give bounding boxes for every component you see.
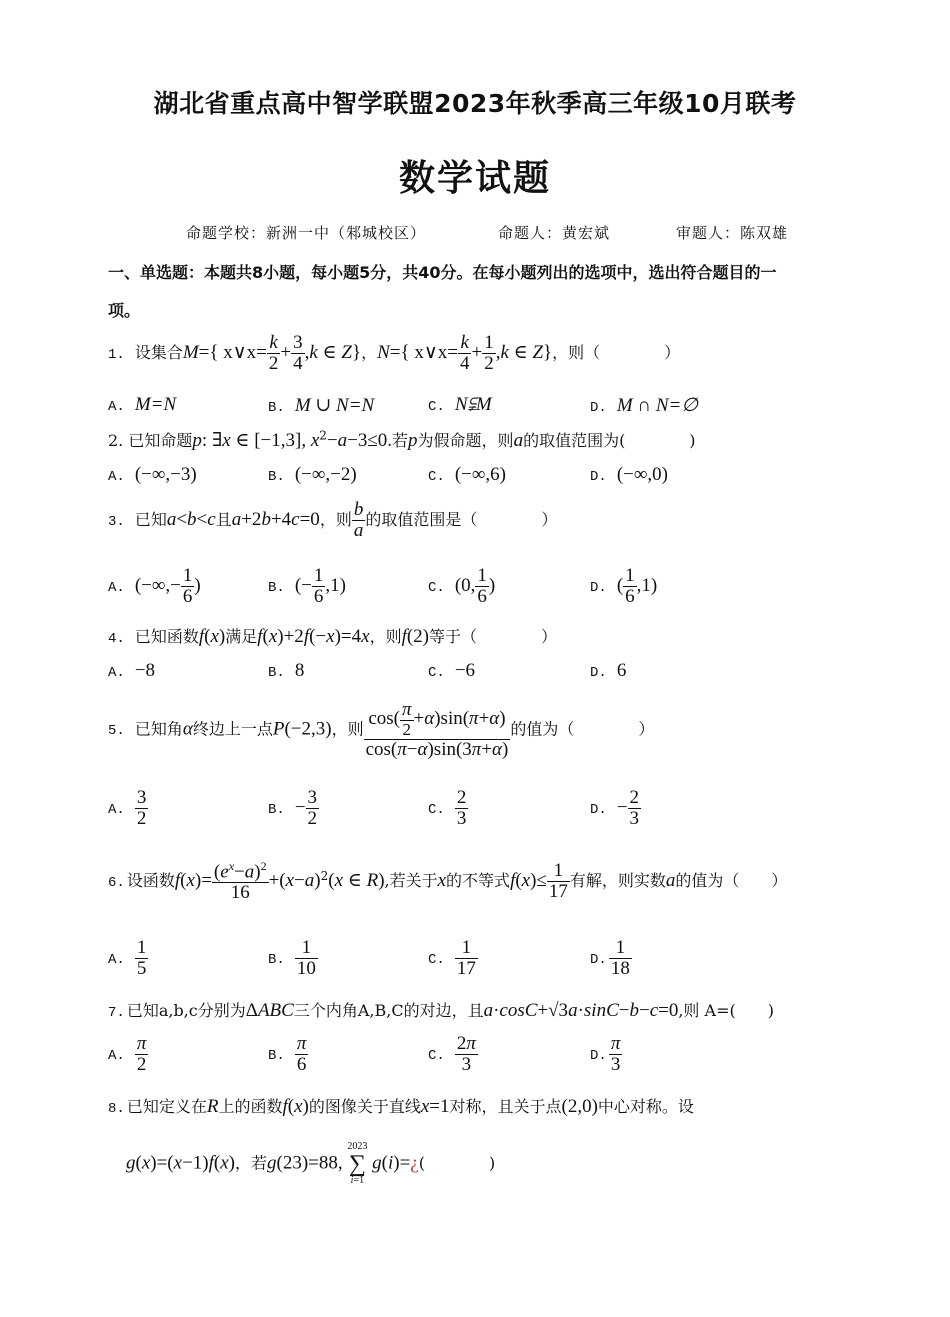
section-instructions-line2: 项。 (108, 301, 141, 320)
q4-option-a: A. −8 (108, 660, 156, 681)
section-instructions-line1: 一、单选题：本题共8小题，每小题5分，共40分。在每小题列出的选项中，选出符合题目的一 (108, 263, 777, 282)
question-4: 4. 已知函数f(x)满足f(x)+2f(−x)=4x，则f(2)等于（ ） (108, 626, 558, 647)
q3-option-b: B. (− $\frac{1}{6}$ ,1) (268, 565, 346, 607)
q1-option-a: A. M=N (108, 394, 177, 415)
q4-option-b: B. 8 (268, 660, 305, 681)
question-3: 3. 已知a<b<c且a+2b+4c=0，则 $\frac{b}{a}$ 的取值范围是（ ） (108, 499, 558, 541)
q7-option-b: B. $\frac{\pi}{6}$ (268, 1033, 307, 1075)
q3-option-c: C. (0, $\frac{1}{6}$ ) (428, 565, 496, 607)
question-6: 6. 设函数f(x)= $\frac{(e^x-a)^2}{16}$ $+(x-a)^2(x$ ∈ R),若关于x的不等式f(x)≤ $\frac{1}{17}$ 有解，则实数a的值为（ ） (108, 859, 788, 904)
q1-option-d: D. M ∩ N=∅ (590, 395, 698, 416)
q6-option-b: B. $\frac{1}{10}$ (268, 937, 316, 979)
q5-option-d: D. − $\frac{2}{3}$ (590, 787, 640, 829)
question-7: 7. 已知a,b,c分别为ΔABC三个内角A,B,C的对边，且a·cosC+√3a·sinC−b−c=0,则 A=( ) (108, 1000, 774, 1021)
school-label: 命题学校：新洲一中（邾城校区） (186, 224, 427, 242)
q3-option-a: A. (−∞,− $\frac{1}{6}$ ) (108, 565, 201, 607)
q2-option-d: D. (−∞,0) (590, 464, 668, 485)
q3-option-d: D. ( $\frac{1}{6}$ ,1) (590, 565, 658, 607)
reviewer-label: 审题人：陈双雄 (676, 224, 789, 242)
q2-option-c: C. (−∞,6) (428, 464, 506, 485)
q2-option-b: B. (−∞,−2) (268, 464, 357, 485)
question-2: 2. 已知命题p: ∃x ∈ [−1,3], $x^2-a-3\le 0$.若p为假命题，则a的取值范围为( ) (108, 428, 696, 451)
question-1: 1. 设集合M={ x∨x= $\frac{k}{2}$ + $\frac{3}{4}$ ,k ∈ Z}，N={ x∨x= $\frac{k}{4}$ + $\frac{1}{2}$ ,k ∈ Z}，则（ ） (108, 332, 681, 374)
q5-option-a: A. $\frac{3}{2}$ (108, 787, 147, 829)
q7-option-d: D. $\frac{\pi}{3}$ (590, 1033, 621, 1075)
question-5: 5. 已知角α终边上一点P(−2,3)，则 cos( $\frac{\pi}{2}$ +α)sin(π+α) cos(π−α)sin(3π+α) 的值为（ ） (108, 699, 655, 760)
q1-option-c: C. N⫋M (428, 394, 492, 415)
exam-title: 湖北省重点高中智学联盟2023年秋季高三年级10月联考 (153, 89, 797, 118)
q7-option-a: A. $\frac{\pi}{2}$ (108, 1033, 147, 1075)
q6-option-d: D. $\frac{1}{18}$ (590, 937, 630, 979)
q1-option-b: B. M ∪ N=N (268, 395, 375, 416)
q4-option-d: D. 6 (590, 660, 627, 681)
exam-subject: 数学试题 (398, 158, 551, 199)
q5-option-b: B. − $\frac{3}{2}$ (268, 787, 318, 829)
q7-option-c: C. $\frac{2\pi}{3}$ (428, 1033, 476, 1075)
q6-option-a: A. $\frac{1}{5}$ (108, 937, 147, 979)
question-8-line2: g(x)=(x−1)f(x)，若g(23)=88, 2023 ∑ i=1 g(i)=¿( ) (126, 1141, 496, 1186)
q5-option-c: C. $\frac{2}{3}$ (428, 787, 467, 829)
q4-option-c: C. −6 (428, 660, 476, 681)
question-8: 8. 已知定义在R上的函数f(x)的图像关于直线x=1对称，且关于点(2,0)中心对称。设 (108, 1096, 694, 1117)
q6-option-c: C. $\frac{1}{17}$ (428, 937, 476, 979)
q2-option-a: A. (−∞,−3) (108, 464, 197, 485)
author-label: 命题人：黄宏斌 (498, 224, 611, 242)
